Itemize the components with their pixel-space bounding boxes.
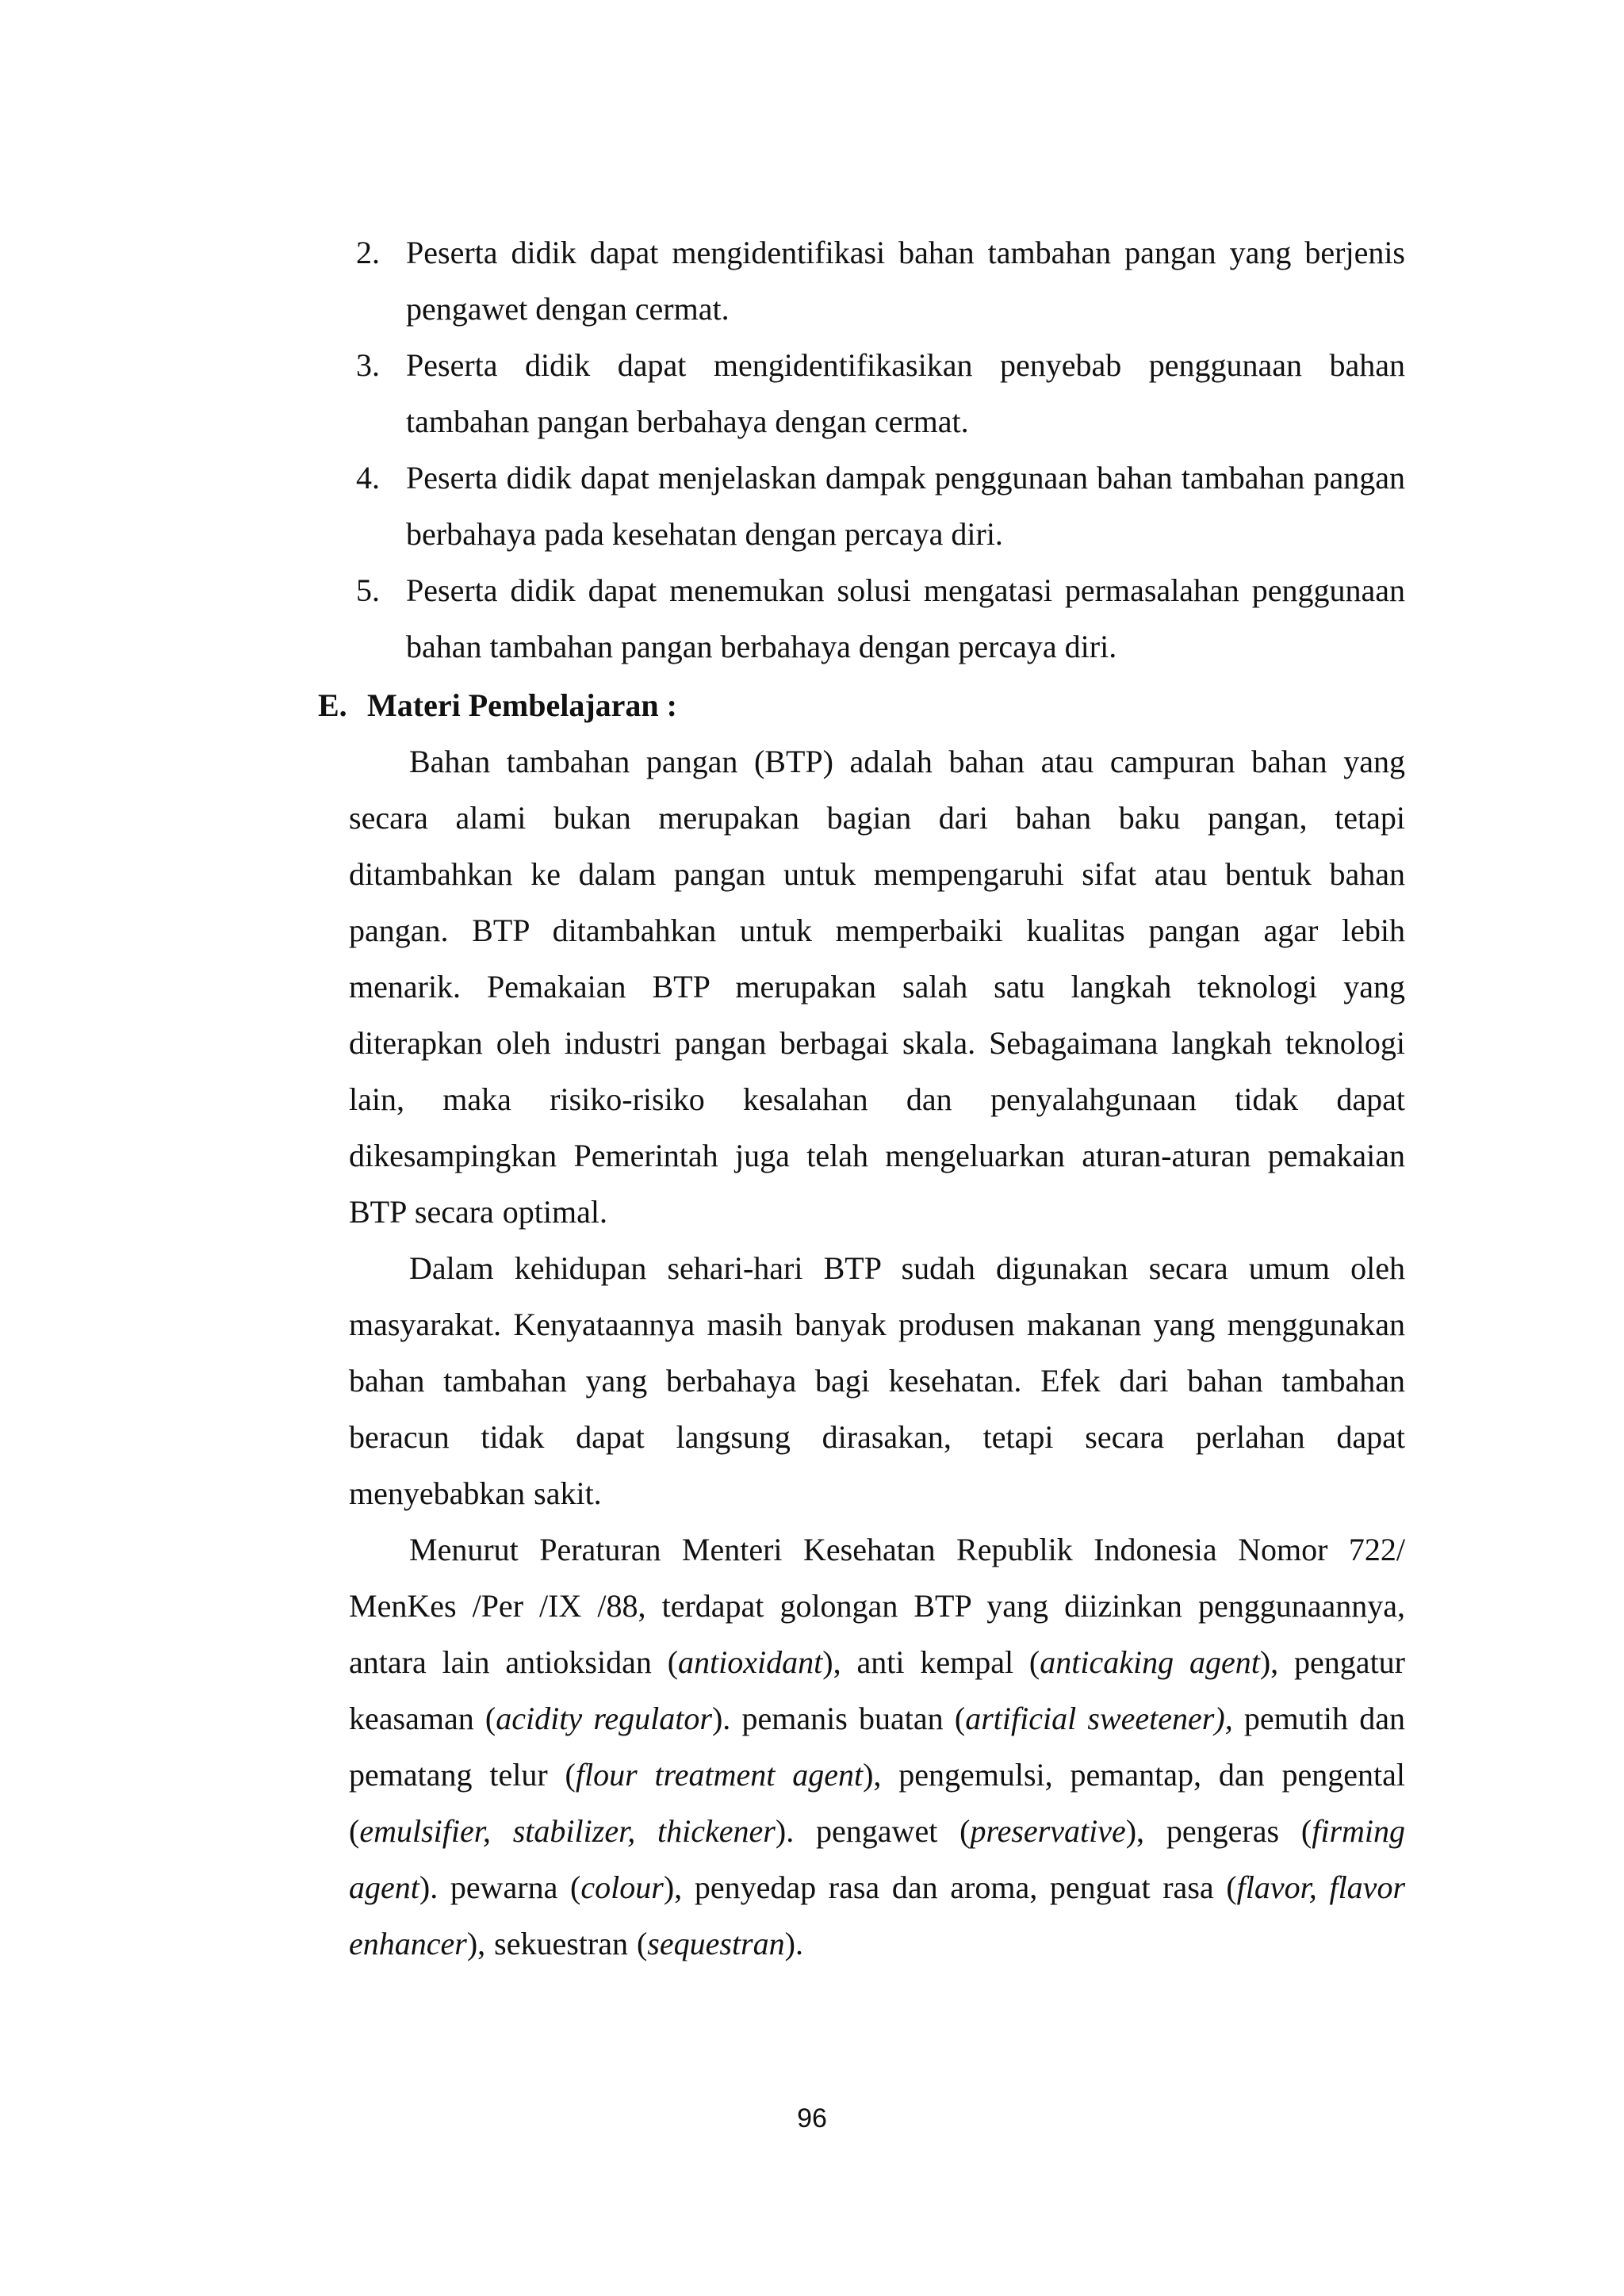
paragraph-btp-definition: Bahan tambahan pangan (BTP) adalah bahan atau campuran bahan yang secara alami bukan merupakan bagian dari bahan baku pangan, tetapi ditambahkan ke dalam pangan untuk mempengaruhi sifat atau bentuk bahan pangan. BTP ditambahkan untuk memperbaiki kualitas pangan agar lebih menarik. Pemakaian BTP merupakan salah satu langkah teknologi yang diterapkan oleh industri pangan berbagai skala. Sebagaimana langkah teknologi lain, maka risiko-risiko kesalahan dan penyalahgunaan tidak dapat dikesampingkan Pemerintah juga telah mengeluarkan aturan-aturan pemakaian BTP secara optimal. (349, 744, 1405, 1230)
list-item-text: Peserta didik dapat mengidentifikasikan penyebab penggunaan bahan tambahan pangan berbahaya dengan cermat. (406, 347, 1405, 439)
list-item-number: 5. (356, 572, 380, 608)
paragraph-text: ). pemanis buatan ( (711, 1701, 966, 1736)
paragraph-text: ). pengawet ( (775, 1813, 971, 1849)
term-italic: sequestran (647, 1926, 785, 1961)
list-item-number: 3. (356, 347, 380, 383)
paragraph-text: ), pengatur keasaman ( (349, 1644, 1405, 1736)
learning-objectives-list (349, 224, 1405, 675)
term-italic: acidity regulator (496, 1701, 712, 1736)
term-italic: preservative (970, 1813, 1126, 1849)
list-item-text: Peserta didik dapat menemukan solusi mengatasi permasalahan penggunaan bahan tambahan pangan berbahaya dengan percaya diri. (406, 572, 1405, 664)
section-heading (318, 677, 1032, 733)
paragraph-text: ), pengemulsi, pemantap, dan pengental ( (349, 1757, 1405, 1849)
term-italic: anticaking agent (1040, 1644, 1260, 1680)
term-italic: artificial sweetener), (965, 1701, 1233, 1736)
list-item-number: 2. (356, 235, 380, 270)
list-item-number: 4. (356, 460, 380, 496)
paragraph-btp-usage: Dalam kehidupan sehari-hari BTP sudah digunakan secara umum oleh masyarakat. Kenyataannya masih banyak produsen makanan yang menggunakan bahan tambahan yang berbahaya bagi kesehatan. Efek dari bahan tambahan beracun tidak dapat langsung dirasakan, tetapi secara perlahan dapat menyebabkan sakit. (349, 1250, 1405, 1511)
section-body (349, 733, 1405, 1972)
list-item-text: Peserta didik dapat menjelaskan dampak penggunaan bahan tambahan pangan berbahaya pada kesehatan dengan percaya diri. (406, 460, 1405, 552)
section-title: Materi Pembelajaran : (367, 687, 677, 723)
paragraph-regulation (349, 1521, 1405, 1972)
list-item-text: Peserta didik dapat mengidentifikasi bahan tambahan pangan yang berjenis pengawet dengan cermat. (406, 235, 1405, 327)
term-italic: firming agent (349, 1813, 1406, 1905)
paragraph-text: ). pewarna ( (419, 1869, 581, 1905)
term-italic: emulsifier, stabilizer, thickener (359, 1813, 776, 1849)
paragraph-text: Menurut Peraturan Menteri Kesehatan Republik Indonesia Nomor 722/ MenKes /Per /IX /88, terdapat golongan BTP yang diizinkan penggunaannya, antara lain antioksidan ( (349, 1532, 1405, 1680)
paragraph-text: ), sekuestran ( (466, 1926, 648, 1961)
list-item (349, 224, 1405, 337)
paragraph-text: ), anti kempal ( (822, 1644, 1040, 1680)
term-italic: flavor, flavor enhancer (349, 1869, 1406, 1961)
term-italic: flour treatment agent (575, 1757, 864, 1793)
paragraph-text: ), pengeras ( (1125, 1813, 1312, 1849)
paragraph-text: ). (784, 1926, 803, 1961)
page-number: 96 (797, 2103, 827, 2133)
paragraph-text: pemutih dan pematang telur ( (349, 1701, 1406, 1793)
term-italic: antioxidant (678, 1644, 823, 1680)
section-letter: E. (318, 687, 347, 723)
list-item (349, 337, 1405, 450)
term-italic: colour (580, 1869, 664, 1905)
list-item (349, 562, 1405, 675)
list-item (349, 450, 1405, 562)
paragraph-text: ), penyedap rasa dan aroma, penguat rasa ( (663, 1869, 1237, 1905)
